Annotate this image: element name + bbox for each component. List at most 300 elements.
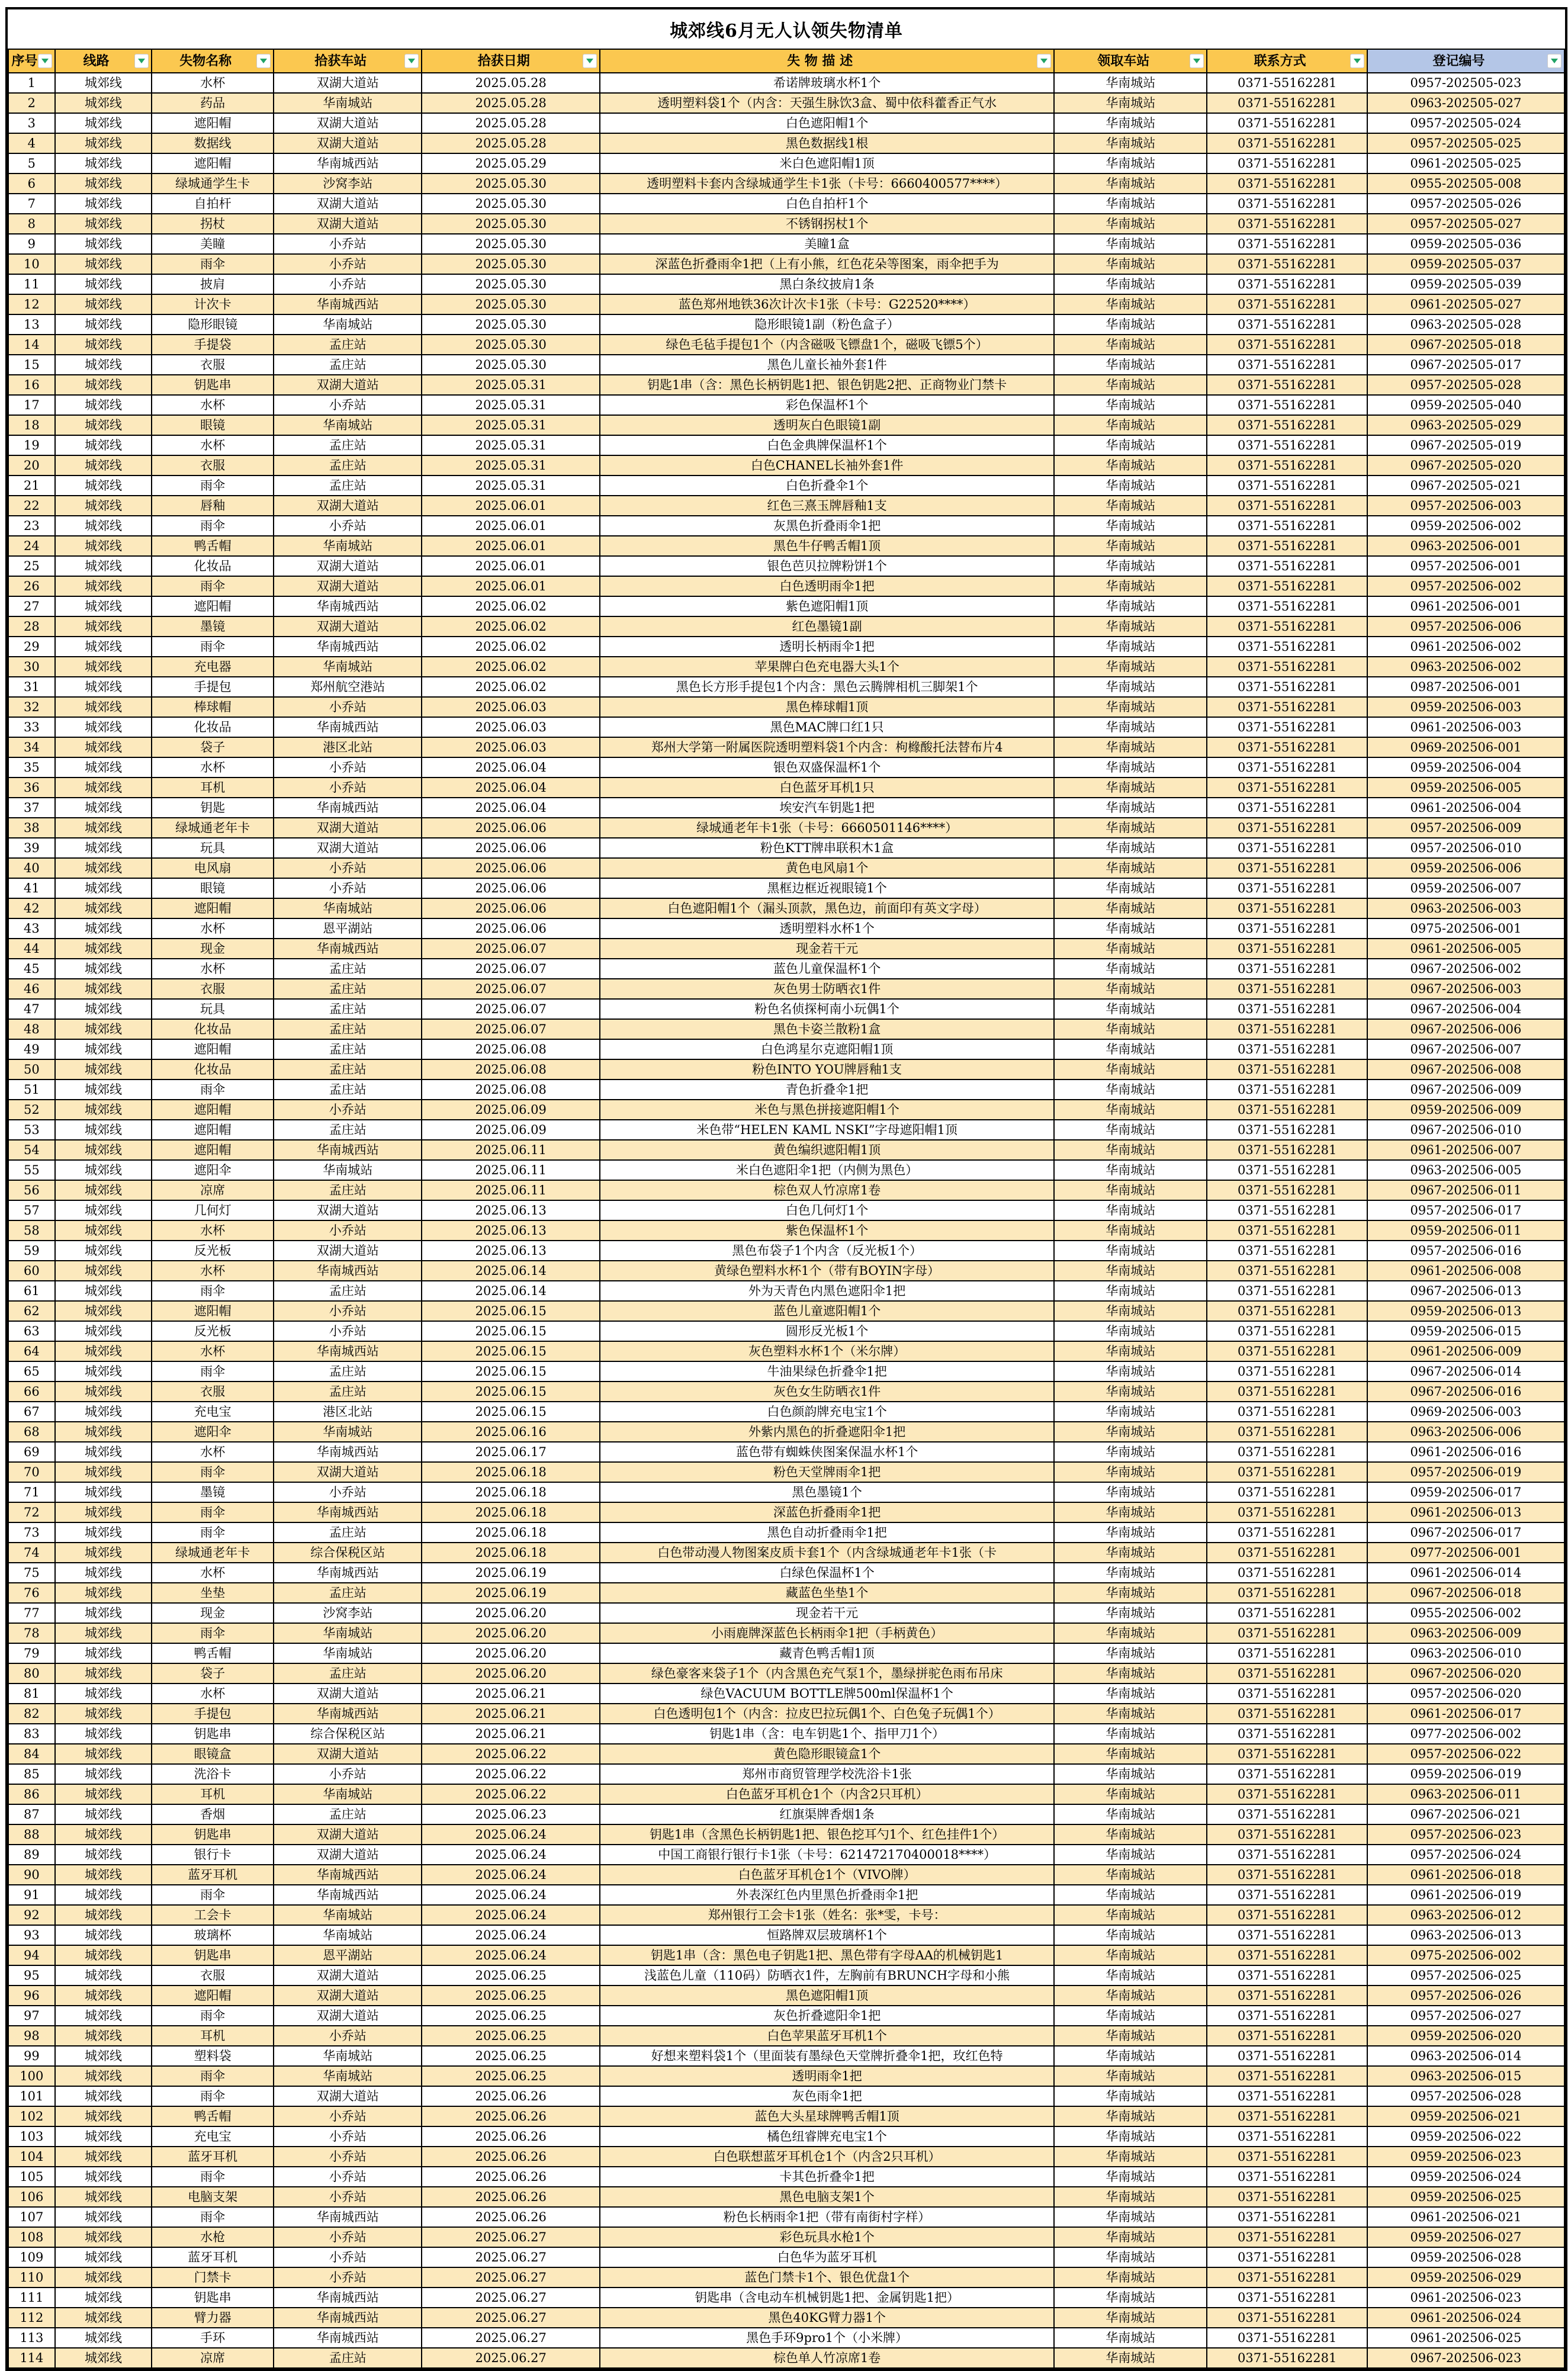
cell-found-station[interactable]: 小乔站 <box>274 2147 422 2167</box>
cell-found-station[interactable]: 双湖大道站 <box>274 2086 422 2106</box>
cell-item-name[interactable]: 水杯 <box>152 73 274 93</box>
cell-index[interactable]: 18 <box>8 415 55 435</box>
cell-contact[interactable]: 0371-55162281 <box>1207 153 1367 174</box>
cell-item-name[interactable]: 遮阳帽 <box>152 113 274 133</box>
cell-line[interactable]: 城郊线 <box>55 415 152 435</box>
cell-index[interactable]: 101 <box>8 2086 55 2106</box>
cell-found-date[interactable]: 2025.06.02 <box>422 596 600 616</box>
cell-reg-no[interactable]: 0959-202506-004 <box>1367 757 1564 778</box>
cell-item-name[interactable]: 遮阳伞 <box>152 1422 274 1442</box>
cell-reg-no[interactable]: 0963-202506-002 <box>1367 657 1564 677</box>
cell-index[interactable]: 20 <box>8 455 55 476</box>
cell-claim-station[interactable]: 华南城站 <box>1054 133 1207 153</box>
cell-index[interactable]: 24 <box>8 536 55 556</box>
cell-line[interactable]: 城郊线 <box>55 959 152 979</box>
cell-contact[interactable]: 0371-55162281 <box>1207 939 1367 959</box>
cell-found-station[interactable]: 双湖大道站 <box>274 113 422 133</box>
cell-reg-no[interactable]: 0967-202505-020 <box>1367 455 1564 476</box>
cell-index[interactable]: 32 <box>8 697 55 717</box>
cell-item-name[interactable]: 水杯 <box>152 435 274 455</box>
cell-claim-station[interactable]: 华南城站 <box>1054 2227 1207 2247</box>
cell-contact[interactable]: 0371-55162281 <box>1207 2167 1367 2187</box>
cell-description[interactable]: 黑色卡姿兰散粉1盒 <box>600 1019 1054 1039</box>
cell-claim-station[interactable]: 华南城站 <box>1054 979 1207 999</box>
cell-claim-station[interactable]: 华南城站 <box>1054 1402 1207 1422</box>
cell-index[interactable]: 72 <box>8 1502 55 1522</box>
cell-found-date[interactable]: 2025.06.21 <box>422 1704 600 1724</box>
cell-line[interactable]: 城郊线 <box>55 878 152 898</box>
cell-description[interactable]: 钥匙1串（含黑色长柄钥匙1把、银色挖耳勺1个、红色挂件1个） <box>600 1824 1054 1845</box>
cell-line[interactable]: 城郊线 <box>55 1482 152 1502</box>
cell-item-name[interactable]: 反光板 <box>152 1321 274 1341</box>
cell-item-name[interactable]: 衣服 <box>152 455 274 476</box>
cell-found-station[interactable]: 孟庄站 <box>274 355 422 375</box>
cell-found-station[interactable]: 小乔站 <box>274 2167 422 2187</box>
cell-claim-station[interactable]: 华南城站 <box>1054 1140 1207 1160</box>
cell-reg-no[interactable]: 0957-202506-024 <box>1367 1845 1564 1865</box>
cell-contact[interactable]: 0371-55162281 <box>1207 1724 1367 1744</box>
cell-contact[interactable]: 0371-55162281 <box>1207 1824 1367 1845</box>
cell-claim-station[interactable]: 华南城站 <box>1054 194 1207 214</box>
cell-index[interactable]: 33 <box>8 717 55 737</box>
cell-line[interactable]: 城郊线 <box>55 757 152 778</box>
cell-claim-station[interactable]: 华南城站 <box>1054 274 1207 294</box>
cell-claim-station[interactable]: 华南城站 <box>1054 174 1207 194</box>
cell-claim-station[interactable]: 华南城站 <box>1054 395 1207 415</box>
cell-description[interactable]: 彩色保温杯1个 <box>600 395 1054 415</box>
cell-description[interactable]: 透明雨伞1把 <box>600 2066 1054 2086</box>
cell-contact[interactable]: 0371-55162281 <box>1207 1845 1367 1865</box>
cell-index[interactable]: 50 <box>8 1059 55 1080</box>
cell-found-station[interactable]: 华南城站 <box>274 1643 422 1663</box>
cell-line[interactable]: 城郊线 <box>55 375 152 395</box>
cell-claim-station[interactable]: 华南城站 <box>1054 596 1207 616</box>
cell-reg-no[interactable]: 0967-202506-021 <box>1367 1804 1564 1824</box>
cell-item-name[interactable]: 水杯 <box>152 1563 274 1583</box>
cell-description[interactable]: 郑州大学第一附属医院透明塑料袋1个内含：枸橼酸托法替布片4 <box>600 737 1054 757</box>
cell-claim-station[interactable]: 华南城站 <box>1054 435 1207 455</box>
cell-found-station[interactable]: 小乔站 <box>274 2267 422 2288</box>
cell-index[interactable]: 77 <box>8 1603 55 1623</box>
cell-claim-station[interactable]: 华南城站 <box>1054 1382 1207 1402</box>
cell-claim-station[interactable]: 华南城站 <box>1054 1744 1207 1764</box>
cell-contact[interactable]: 0371-55162281 <box>1207 1301 1367 1321</box>
cell-found-station[interactable]: 小乔站 <box>274 2247 422 2267</box>
cell-contact[interactable]: 0371-55162281 <box>1207 778 1367 798</box>
cell-contact[interactable]: 0371-55162281 <box>1207 476 1367 496</box>
cell-index[interactable]: 14 <box>8 335 55 355</box>
cell-found-date[interactable]: 2025.06.27 <box>422 2288 600 2308</box>
cell-reg-no[interactable]: 0957-202506-019 <box>1367 1462 1564 1482</box>
cell-index[interactable]: 83 <box>8 1724 55 1744</box>
cell-contact[interactable]: 0371-55162281 <box>1207 979 1367 999</box>
cell-line[interactable]: 城郊线 <box>55 1261 152 1281</box>
cell-claim-station[interactable]: 华南城站 <box>1054 375 1207 395</box>
cell-item-name[interactable]: 凉席 <box>152 1180 274 1200</box>
cell-item-name[interactable]: 雨伞 <box>152 1522 274 1543</box>
cell-description[interactable]: 透明塑料袋1个（内含：天强生脉饮3盒、蜀中依科藿香正气水 <box>600 93 1054 113</box>
cell-reg-no[interactable]: 0963-202506-006 <box>1367 1422 1564 1442</box>
cell-description[interactable]: 黑色牛仔鸭舌帽1顶 <box>600 536 1054 556</box>
cell-found-date[interactable]: 2025.06.06 <box>422 898 600 918</box>
cell-contact[interactable]: 0371-55162281 <box>1207 1663 1367 1684</box>
cell-item-name[interactable]: 鸭舌帽 <box>152 2106 274 2126</box>
cell-reg-no[interactable]: 0959-202506-029 <box>1367 2267 1564 2288</box>
cell-item-name[interactable]: 自拍杆 <box>152 194 274 214</box>
cell-found-station[interactable]: 孟庄站 <box>274 435 422 455</box>
cell-found-date[interactable]: 2025.06.02 <box>422 616 600 637</box>
cell-description[interactable]: 透明长柄雨伞1把 <box>600 637 1054 657</box>
cell-index[interactable]: 1 <box>8 73 55 93</box>
cell-claim-station[interactable]: 华南城站 <box>1054 858 1207 878</box>
cell-found-date[interactable]: 2025.06.20 <box>422 1623 600 1643</box>
cell-found-date[interactable]: 2025.06.22 <box>422 1764 600 1784</box>
cell-found-date[interactable]: 2025.06.03 <box>422 717 600 737</box>
cell-contact[interactable]: 0371-55162281 <box>1207 1341 1367 1361</box>
cell-found-date[interactable]: 2025.05.28 <box>422 73 600 93</box>
cell-contact[interactable]: 0371-55162281 <box>1207 556 1367 576</box>
cell-found-date[interactable]: 2025.06.25 <box>422 2006 600 2026</box>
cell-claim-station[interactable]: 华南城站 <box>1054 1925 1207 1945</box>
cell-contact[interactable]: 0371-55162281 <box>1207 1865 1367 1885</box>
cell-item-name[interactable]: 水杯 <box>152 1341 274 1361</box>
cell-index[interactable]: 68 <box>8 1422 55 1442</box>
cell-line[interactable]: 城郊线 <box>55 1442 152 1462</box>
cell-found-date[interactable]: 2025.06.16 <box>422 1422 600 1442</box>
cell-index[interactable]: 35 <box>8 757 55 778</box>
cell-contact[interactable]: 0371-55162281 <box>1207 194 1367 214</box>
cell-reg-no[interactable]: 0957-202506-010 <box>1367 838 1564 858</box>
cell-description[interactable]: 白色折叠伞1个 <box>600 476 1054 496</box>
cell-item-name[interactable]: 计次卡 <box>152 294 274 314</box>
cell-reg-no[interactable]: 0959-202506-011 <box>1367 1220 1564 1241</box>
cell-description[interactable]: 红旗渠牌香烟1条 <box>600 1804 1054 1824</box>
filter-button-line[interactable] <box>134 54 149 68</box>
cell-contact[interactable]: 0371-55162281 <box>1207 2267 1367 2288</box>
cell-index[interactable]: 96 <box>8 1986 55 2006</box>
cell-line[interactable]: 城郊线 <box>55 2267 152 2288</box>
cell-contact[interactable]: 0371-55162281 <box>1207 314 1367 335</box>
cell-claim-station[interactable]: 华南城站 <box>1054 1583 1207 1603</box>
cell-claim-station[interactable]: 华南城站 <box>1054 1462 1207 1482</box>
cell-found-date[interactable]: 2025.06.15 <box>422 1321 600 1341</box>
cell-description[interactable]: 好想来塑料袋1个（里面装有墨绿色天堂牌折叠伞1把，玫红色特 <box>600 2046 1054 2066</box>
cell-found-date[interactable]: 2025.06.18 <box>422 1522 600 1543</box>
cell-claim-station[interactable]: 华南城站 <box>1054 1643 1207 1663</box>
cell-claim-station[interactable]: 华南城站 <box>1054 918 1207 939</box>
cell-reg-no[interactable]: 0961-202506-024 <box>1367 2308 1564 2328</box>
cell-reg-no[interactable]: 0959-202506-007 <box>1367 878 1564 898</box>
cell-reg-no[interactable]: 0961-202506-021 <box>1367 2207 1564 2227</box>
cell-claim-station[interactable]: 华南城站 <box>1054 2147 1207 2167</box>
cell-found-station[interactable]: 小乔站 <box>274 1220 422 1241</box>
cell-found-station[interactable]: 小乔站 <box>274 2026 422 2046</box>
cell-item-name[interactable]: 雨伞 <box>152 1502 274 1522</box>
cell-contact[interactable]: 0371-55162281 <box>1207 2106 1367 2126</box>
cell-claim-station[interactable]: 华南城站 <box>1054 1623 1207 1643</box>
cell-found-date[interactable]: 2025.06.24 <box>422 1905 600 1925</box>
cell-found-date[interactable]: 2025.06.26 <box>422 2167 600 2187</box>
cell-claim-station[interactable]: 华南城站 <box>1054 2187 1207 2207</box>
cell-index[interactable]: 48 <box>8 1019 55 1039</box>
cell-contact[interactable]: 0371-55162281 <box>1207 1522 1367 1543</box>
cell-item-name[interactable]: 美瞳 <box>152 234 274 254</box>
cell-line[interactable]: 城郊线 <box>55 73 152 93</box>
cell-claim-station[interactable]: 华南城站 <box>1054 1764 1207 1784</box>
cell-found-date[interactable]: 2025.06.27 <box>422 2267 600 2288</box>
cell-contact[interactable]: 0371-55162281 <box>1207 616 1367 637</box>
cell-item-name[interactable]: 眼镜盒 <box>152 1744 274 1764</box>
cell-contact[interactable]: 0371-55162281 <box>1207 898 1367 918</box>
cell-contact[interactable]: 0371-55162281 <box>1207 1744 1367 1764</box>
cell-claim-station[interactable]: 华南城站 <box>1054 1120 1207 1140</box>
cell-line[interactable]: 城郊线 <box>55 355 152 375</box>
cell-item-name[interactable]: 绿城通学生卡 <box>152 174 274 194</box>
cell-claim-station[interactable]: 华南城站 <box>1054 1804 1207 1824</box>
cell-line[interactable]: 城郊线 <box>55 1563 152 1583</box>
cell-claim-station[interactable]: 华南城站 <box>1054 798 1207 818</box>
cell-line[interactable]: 城郊线 <box>55 113 152 133</box>
cell-index[interactable]: 19 <box>8 435 55 455</box>
cell-found-station[interactable]: 孟庄站 <box>274 1281 422 1301</box>
cell-claim-station[interactable]: 华南城站 <box>1054 2046 1207 2066</box>
cell-contact[interactable]: 0371-55162281 <box>1207 677 1367 697</box>
cell-description[interactable]: 红色三熹玉牌唇釉1支 <box>600 496 1054 516</box>
cell-claim-station[interactable]: 华南城站 <box>1054 1704 1207 1724</box>
cell-reg-no[interactable]: 0957-202506-027 <box>1367 2006 1564 2026</box>
cell-index[interactable]: 106 <box>8 2187 55 2207</box>
cell-index[interactable]: 41 <box>8 878 55 898</box>
cell-item-name[interactable]: 墨镜 <box>152 616 274 637</box>
cell-description[interactable]: 小雨鹿牌深蓝色长柄雨伞1把（手柄黄色） <box>600 1623 1054 1643</box>
cell-line[interactable]: 城郊线 <box>55 2247 152 2267</box>
cell-found-date[interactable]: 2025.06.27 <box>422 2328 600 2348</box>
cell-index[interactable]: 43 <box>8 918 55 939</box>
cell-found-station[interactable]: 华南城站 <box>274 657 422 677</box>
cell-item-name[interactable]: 化妆品 <box>152 556 274 576</box>
cell-item-name[interactable]: 拐杖 <box>152 214 274 234</box>
cell-index[interactable]: 63 <box>8 1321 55 1341</box>
cell-description[interactable]: 蓝色带有蜘蛛侠图案保温水杯1个 <box>600 1442 1054 1462</box>
cell-found-station[interactable]: 双湖大道站 <box>274 194 422 214</box>
cell-found-station[interactable]: 小乔站 <box>274 274 422 294</box>
cell-description[interactable]: 黑色MAC牌口红1只 <box>600 717 1054 737</box>
cell-index[interactable]: 75 <box>8 1563 55 1583</box>
cell-reg-no[interactable]: 0957-202506-022 <box>1367 1744 1564 1764</box>
cell-found-date[interactable]: 2025.06.04 <box>422 757 600 778</box>
cell-line[interactable]: 城郊线 <box>55 93 152 113</box>
cell-line[interactable]: 城郊线 <box>55 1965 152 1986</box>
cell-item-name[interactable]: 化妆品 <box>152 1059 274 1080</box>
cell-line[interactable]: 城郊线 <box>55 254 152 274</box>
cell-reg-no[interactable]: 0959-202505-037 <box>1367 254 1564 274</box>
cell-line[interactable]: 城郊线 <box>55 2126 152 2147</box>
cell-found-station[interactable]: 沙窝李站 <box>274 1603 422 1623</box>
cell-reg-no[interactable]: 0963-202506-015 <box>1367 2066 1564 2086</box>
cell-item-name[interactable]: 钥匙串 <box>152 1724 274 1744</box>
cell-found-date[interactable]: 2025.06.15 <box>422 1301 600 1321</box>
cell-item-name[interactable]: 钥匙串 <box>152 1824 274 1845</box>
cell-found-station[interactable]: 双湖大道站 <box>274 73 422 93</box>
cell-found-station[interactable]: 华南城站 <box>274 1623 422 1643</box>
cell-index[interactable]: 62 <box>8 1301 55 1321</box>
cell-line[interactable]: 城郊线 <box>55 194 152 214</box>
cell-line[interactable]: 城郊线 <box>55 455 152 476</box>
cell-reg-no[interactable]: 0963-202506-005 <box>1367 1160 1564 1180</box>
cell-found-station[interactable]: 华南城西站 <box>274 1341 422 1361</box>
cell-description[interactable]: 钥匙1串（含：电车钥匙1个、指甲刀1个） <box>600 1724 1054 1744</box>
cell-index[interactable]: 52 <box>8 1100 55 1120</box>
cell-reg-no[interactable]: 0967-202506-014 <box>1367 1361 1564 1382</box>
cell-index[interactable]: 94 <box>8 1945 55 1965</box>
cell-index[interactable]: 42 <box>8 898 55 918</box>
cell-found-station[interactable]: 双湖大道站 <box>274 375 422 395</box>
cell-description[interactable]: 深蓝色折叠雨伞1把（上有小熊，红色花朵等图案，雨伞把手为 <box>600 254 1054 274</box>
cell-reg-no[interactable]: 0961-202506-001 <box>1367 596 1564 616</box>
filter-button-claim-station[interactable] <box>1190 54 1204 68</box>
cell-found-station[interactable]: 双湖大道站 <box>274 1965 422 1986</box>
cell-reg-no[interactable]: 0959-202506-023 <box>1367 2147 1564 2167</box>
cell-item-name[interactable]: 臂力器 <box>152 2308 274 2328</box>
cell-claim-station[interactable]: 华南城站 <box>1054 999 1207 1019</box>
cell-index[interactable]: 105 <box>8 2167 55 2187</box>
cell-found-date[interactable]: 2025.06.26 <box>422 2147 600 2167</box>
cell-reg-no[interactable]: 0957-202505-023 <box>1367 73 1564 93</box>
cell-contact[interactable]: 0371-55162281 <box>1207 1361 1367 1382</box>
cell-claim-station[interactable]: 华南城站 <box>1054 1945 1207 1965</box>
cell-found-station[interactable]: 小乔站 <box>274 1100 422 1120</box>
cell-found-station[interactable]: 郑州航空港站 <box>274 677 422 697</box>
cell-contact[interactable]: 0371-55162281 <box>1207 596 1367 616</box>
cell-item-name[interactable]: 雨伞 <box>152 2207 274 2227</box>
cell-description[interactable]: 深蓝色折叠雨伞1把 <box>600 1502 1054 1522</box>
cell-description[interactable]: 黑白条纹披肩1条 <box>600 274 1054 294</box>
cell-item-name[interactable]: 玩具 <box>152 838 274 858</box>
cell-reg-no[interactable]: 0963-202505-029 <box>1367 415 1564 435</box>
cell-contact[interactable]: 0371-55162281 <box>1207 455 1367 476</box>
cell-contact[interactable]: 0371-55162281 <box>1207 174 1367 194</box>
cell-reg-no[interactable]: 0967-202506-010 <box>1367 1120 1564 1140</box>
cell-found-station[interactable]: 华南城西站 <box>274 596 422 616</box>
cell-contact[interactable]: 0371-55162281 <box>1207 1925 1367 1945</box>
cell-found-station[interactable]: 双湖大道站 <box>274 818 422 838</box>
cell-index[interactable]: 95 <box>8 1965 55 1986</box>
cell-contact[interactable]: 0371-55162281 <box>1207 234 1367 254</box>
cell-reg-no[interactable]: 0959-202506-027 <box>1367 2227 1564 2247</box>
cell-contact[interactable]: 0371-55162281 <box>1207 2066 1367 2086</box>
cell-line[interactable]: 城郊线 <box>55 1945 152 1965</box>
cell-contact[interactable]: 0371-55162281 <box>1207 959 1367 979</box>
cell-found-date[interactable]: 2025.06.13 <box>422 1220 600 1241</box>
cell-reg-no[interactable]: 0959-202506-028 <box>1367 2247 1564 2267</box>
cell-index[interactable]: 11 <box>8 274 55 294</box>
cell-contact[interactable]: 0371-55162281 <box>1207 2187 1367 2207</box>
cell-found-station[interactable]: 孟庄站 <box>274 1382 422 1402</box>
cell-reg-no[interactable]: 0961-202506-008 <box>1367 1261 1564 1281</box>
cell-contact[interactable]: 0371-55162281 <box>1207 536 1367 556</box>
cell-line[interactable]: 城郊线 <box>55 1140 152 1160</box>
cell-found-station[interactable]: 华南城西站 <box>274 153 422 174</box>
cell-item-name[interactable]: 隐形眼镜 <box>152 314 274 335</box>
cell-item-name[interactable]: 绿城通老年卡 <box>152 818 274 838</box>
cell-claim-station[interactable]: 华南城站 <box>1054 93 1207 113</box>
cell-found-station[interactable]: 华南城西站 <box>274 1502 422 1522</box>
cell-claim-station[interactable]: 华南城站 <box>1054 2126 1207 2147</box>
cell-line[interactable]: 城郊线 <box>55 234 152 254</box>
cell-contact[interactable]: 0371-55162281 <box>1207 878 1367 898</box>
cell-description[interactable]: 白色金典牌保温杯1个 <box>600 435 1054 455</box>
cell-item-name[interactable]: 雨伞 <box>152 637 274 657</box>
cell-item-name[interactable]: 坐垫 <box>152 1583 274 1603</box>
cell-contact[interactable]: 0371-55162281 <box>1207 2026 1367 2046</box>
cell-found-date[interactable]: 2025.06.02 <box>422 677 600 697</box>
cell-found-station[interactable]: 华南城西站 <box>274 294 422 314</box>
cell-description[interactable]: 银色双盛保温杯1个 <box>600 757 1054 778</box>
cell-found-station[interactable]: 双湖大道站 <box>274 1986 422 2006</box>
cell-found-date[interactable]: 2025.06.08 <box>422 1080 600 1100</box>
cell-item-name[interactable]: 耳机 <box>152 2026 274 2046</box>
cell-found-station[interactable]: 华南城西站 <box>274 1865 422 1885</box>
cell-description[interactable]: 钥匙1串（含：黑色电子钥匙1把、黑色带有字母AA的机械钥匙1 <box>600 1945 1054 1965</box>
cell-claim-station[interactable]: 华南城站 <box>1054 1502 1207 1522</box>
cell-description[interactable]: 圆形反光板1个 <box>600 1321 1054 1341</box>
cell-reg-no[interactable]: 0967-202506-006 <box>1367 1019 1564 1039</box>
cell-line[interactable]: 城郊线 <box>55 2147 152 2167</box>
cell-found-date[interactable]: 2025.06.01 <box>422 556 600 576</box>
cell-item-name[interactable]: 工会卡 <box>152 1905 274 1925</box>
cell-index[interactable]: 53 <box>8 1120 55 1140</box>
cell-found-date[interactable]: 2025.06.24 <box>422 1925 600 1945</box>
cell-description[interactable]: 白色华为蓝牙耳机 <box>600 2247 1054 2267</box>
cell-item-name[interactable]: 水杯 <box>152 1220 274 1241</box>
cell-item-name[interactable]: 水杯 <box>152 395 274 415</box>
cell-contact[interactable]: 0371-55162281 <box>1207 737 1367 757</box>
cell-description[interactable]: 希诺牌玻璃水杯1个 <box>600 73 1054 93</box>
cell-reg-no[interactable]: 0961-202506-014 <box>1367 1563 1564 1583</box>
cell-index[interactable]: 5 <box>8 153 55 174</box>
cell-found-station[interactable]: 孟庄站 <box>274 999 422 1019</box>
cell-contact[interactable]: 0371-55162281 <box>1207 1059 1367 1080</box>
cell-reg-no[interactable]: 0961-202506-009 <box>1367 1341 1564 1361</box>
cell-line[interactable]: 城郊线 <box>55 1663 152 1684</box>
cell-found-date[interactable]: 2025.06.26 <box>422 2187 600 2207</box>
cell-description[interactable]: 粉色长柄雨伞1把（带有南街村字样） <box>600 2207 1054 2227</box>
cell-contact[interactable]: 0371-55162281 <box>1207 637 1367 657</box>
cell-found-station[interactable]: 华南城西站 <box>274 1442 422 1462</box>
cell-found-station[interactable]: 双湖大道站 <box>274 496 422 516</box>
cell-item-name[interactable]: 香烟 <box>152 1804 274 1824</box>
cell-line[interactable]: 城郊线 <box>55 2207 152 2227</box>
cell-line[interactable]: 城郊线 <box>55 1543 152 1563</box>
cell-found-date[interactable]: 2025.06.25 <box>422 2066 600 2086</box>
cell-found-date[interactable]: 2025.06.26 <box>422 2106 600 2126</box>
cell-reg-no[interactable]: 0967-202505-021 <box>1367 476 1564 496</box>
cell-contact[interactable]: 0371-55162281 <box>1207 1623 1367 1643</box>
cell-index[interactable]: 108 <box>8 2227 55 2247</box>
cell-description[interactable]: 隐形眼镜1副（粉色盒子） <box>600 314 1054 335</box>
cell-reg-no[interactable]: 0957-202505-027 <box>1367 214 1564 234</box>
cell-found-station[interactable]: 孟庄站 <box>274 1180 422 1200</box>
filter-button-description[interactable] <box>1037 54 1051 68</box>
cell-line[interactable]: 城郊线 <box>55 214 152 234</box>
filter-button-index[interactable] <box>38 54 52 68</box>
cell-claim-station[interactable]: 华南城站 <box>1054 2288 1207 2308</box>
cell-item-name[interactable]: 钥匙串 <box>152 375 274 395</box>
cell-line[interactable]: 城郊线 <box>55 2348 152 2368</box>
cell-found-station[interactable]: 孟庄站 <box>274 476 422 496</box>
cell-found-date[interactable]: 2025.06.15 <box>422 1361 600 1382</box>
cell-reg-no[interactable]: 0959-202506-015 <box>1367 1321 1564 1341</box>
